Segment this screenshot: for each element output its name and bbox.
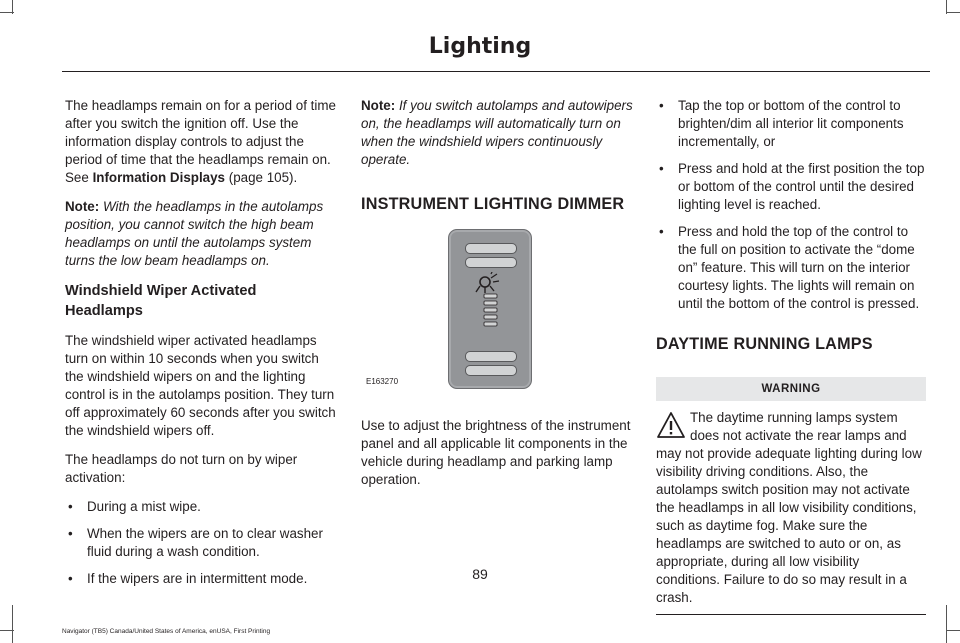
list-item: • Tap the top or bottom of the control to brighten/dim all interior lit components incrementally, or: [656, 97, 926, 151]
crop-mark: [0, 12, 14, 13]
warning-triangle-icon: [656, 410, 686, 440]
warning-box: [656, 409, 926, 615]
autowipers-note: Note: If you switch autolamps and autowipers on, the headlamps will automatically turn on when the windshield wipers continuously operate.: [361, 98, 633, 167]
autolamps-note: Note: With the headlamps in the autolamps position, you cannot switch the high beam headlamps on until the autolamps system turns the low beam headlamps on.: [65, 199, 324, 268]
switch-bottom-ridge: [465, 365, 517, 376]
page-title: Lighting: [428, 34, 532, 59]
crop-mark: [946, 605, 947, 643]
information-displays-link[interactable]: Information Displays: [92, 170, 226, 185]
list-item: • When the wipers are on to clear washer fluid during a wash condition.: [65, 525, 338, 561]
dimmer-instructions-list: [656, 97, 926, 313]
switch-top-ridge: [465, 257, 517, 268]
dimmer-heading: INSTRUMENT LIGHTING DIMMER: [361, 195, 625, 213]
dimmer-icon: [471, 272, 511, 336]
column-right: [656, 97, 926, 615]
wiper-headlamps-paragraph: The windshield wiper activated headlamps turn on within 10 seconds when you switch the windshield wipers on and the lighting control is in the autolamps position. They turn off approximately 60 seconds after you switch the windshield wipers off.: [65, 333, 336, 438]
warning-label: WARNING: [656, 377, 926, 401]
page-number: 89: [472, 566, 488, 582]
list-item: • If the wipers are in intermittent mode.: [65, 570, 338, 588]
crop-mark: [12, 605, 13, 643]
wiper-headlamps-subheading: Windshield Wiper Activated Headlamps: [65, 283, 257, 319]
warning-divider: [656, 614, 926, 615]
footer-text: Navigator (TB5) Canada/United States of America, enUSA, First Printing: [62, 628, 271, 635]
column-left: [65, 97, 338, 597]
drl-heading: DAYTIME RUNNING LAMPS: [656, 335, 873, 353]
figure-id: E163270: [366, 377, 399, 386]
column-middle: [361, 97, 634, 500]
switch-bottom-ridge: [465, 351, 517, 362]
header-divider: [62, 71, 930, 72]
crop-mark: [946, 12, 960, 13]
list-item: • Press and hold the top of the control to the full on position to activate the “dome on” feature. This will turn on the interior courtesy lights. The lights will remain on until the bottom of the control is pressed.: [656, 223, 926, 313]
headlamp-delay-paragraph: The headlamps remain on for a period of time after you switch the ignition off. Use the information display controls to adjust the period of time that the headlamps remain on. See Information Displays (page 105).: [65, 98, 336, 185]
warning-text: The daytime running lamps system does not activate the rear lamps and may not provide adequate lighting during low visibility driving conditions. Also, the autolamps switch position may not activate the headlamps in all low visibility conditions, such as daytime fog. Make sure the headlamps are switched to auto or on, as appropriate, during all low visibility conditions. Failure to do so may result in a crash.: [656, 410, 922, 605]
dimmer-paragraph: Use to adjust the brightness of the instrument panel and all applicable lit components in the vehicle during headlamp and parking lamp operation.: [361, 418, 631, 487]
list-item: • Press and hold at the first position the top or bottom of the control until the desired lighting level is reached.: [656, 160, 926, 214]
crop-mark: [0, 630, 14, 631]
dimmer-switch: [448, 229, 532, 389]
list-item: • During a mist wipe.: [65, 498, 338, 516]
dimmer-figure: [361, 229, 631, 397]
switch-top-ridge: [465, 243, 517, 254]
no-activation-paragraph: The headlamps do not turn on by wiper activation:: [65, 452, 298, 485]
crop-mark: [946, 630, 960, 631]
